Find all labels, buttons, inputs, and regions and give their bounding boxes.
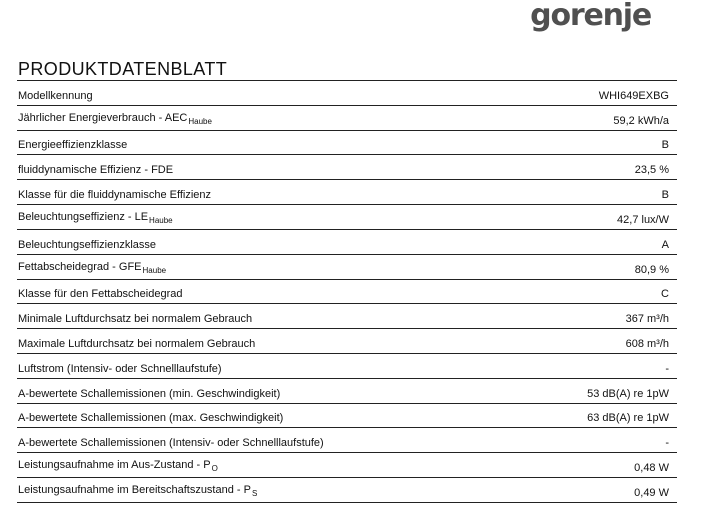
table-row-noise-max <box>17 404 677 429</box>
row-value: C <box>661 288 669 301</box>
row-value: 0,49 W <box>634 486 669 499</box>
table-row-noise-boost <box>17 428 677 453</box>
row-value: 367 m³/h <box>625 313 669 326</box>
table-row-fde <box>17 155 677 180</box>
table-row-energy-class <box>17 131 677 156</box>
row-label-subscript: Haube <box>149 215 173 225</box>
table-row-model <box>17 81 677 106</box>
table-row-le-class <box>17 230 677 255</box>
table-row-power-standby <box>17 478 677 503</box>
row-label: Modellkennung <box>18 89 93 102</box>
row-label: A-bewertete Schallemissionen (max. Geschwindigkeit) <box>18 412 284 425</box>
row-label: Maximale Luftdurchsatz bei normalem Gebrauch <box>18 337 256 350</box>
row-value: 23,5 % <box>634 164 669 177</box>
row-label-subscript: Haube <box>188 116 212 126</box>
row-label: Klasse für die fluiddynamische Effizienz <box>18 189 212 202</box>
row-value: 59,2 kWh/a <box>613 114 669 127</box>
row-label: Luftstrom (Intensiv- oder Schnelllaufstufe) <box>18 362 222 375</box>
product-data-table <box>17 81 677 503</box>
row-value: 53 dB(A) re 1pW <box>587 387 669 400</box>
row-label: Beleuchtungseffizienz - $LE_{Haube}$ <box>18 210 173 225</box>
table-row-noise-min <box>17 379 677 404</box>
table-row-le <box>17 205 677 230</box>
row-label: Fettabscheidegrad - $GFE_{Haube}$ <box>18 260 167 275</box>
row-value: 42,7 lux/W <box>617 213 669 226</box>
brand-logo: gorenje <box>530 0 651 33</box>
row-label: Minimale Luftdurchsatz bei normalem Gebrauch <box>18 313 253 326</box>
table-row-gfe-class <box>17 280 677 305</box>
row-label: Energieeffizienzklasse <box>18 139 128 152</box>
table-row-boost-airflow <box>17 354 677 379</box>
page-title: PRODUKTDATENBLATT <box>18 59 228 79</box>
table-row-max-airflow <box>17 329 677 354</box>
row-label: Klasse für den Fettabscheidegrad <box>18 288 183 301</box>
row-label: fluiddynamische Effizienz - FDE <box>18 164 174 177</box>
row-value: B <box>661 189 669 202</box>
row-value: - <box>665 437 669 450</box>
table-row-min-airflow <box>17 304 677 329</box>
table-row-aec <box>17 106 677 131</box>
row-label: Beleuchtungseffizienzklasse <box>18 238 156 251</box>
row-value: 0,48 W <box>634 462 669 474</box>
row-label: Leistungsaufnahme im Bereitschaftszustand - $P_S$ <box>18 483 258 498</box>
row-label-subscript: O <box>211 464 218 473</box>
row-value: 63 dB(A) re 1pW <box>587 412 669 425</box>
row-label: Leistungsaufnahme im $Aus-Zustand - P_O$ <box>18 459 218 473</box>
table-row-fde-class <box>17 180 677 205</box>
row-label: Jährlicher Energieverbrauch - $AEC_{Haube}$ <box>18 111 212 126</box>
row-value: - <box>665 362 669 375</box>
row-label-subscript: Haube <box>142 265 167 275</box>
row-value: B <box>661 139 669 152</box>
row-value: 80,9 % <box>634 263 669 276</box>
row-label-subscript: S <box>251 488 258 498</box>
table-row-gfe <box>17 255 677 280</box>
row-label: A-bewertete Schallemissionen (Intensiv- oder Schnelllaufstufe) <box>18 437 324 450</box>
row-value: WHI649EXBG <box>598 89 669 102</box>
table-row-power-off <box>17 453 677 478</box>
row-label: A-bewertete Schallemissionen (min. Geschwindigkeit) <box>18 387 281 400</box>
row-value: 608 m³/h <box>625 337 669 350</box>
row-value: A <box>661 238 669 251</box>
